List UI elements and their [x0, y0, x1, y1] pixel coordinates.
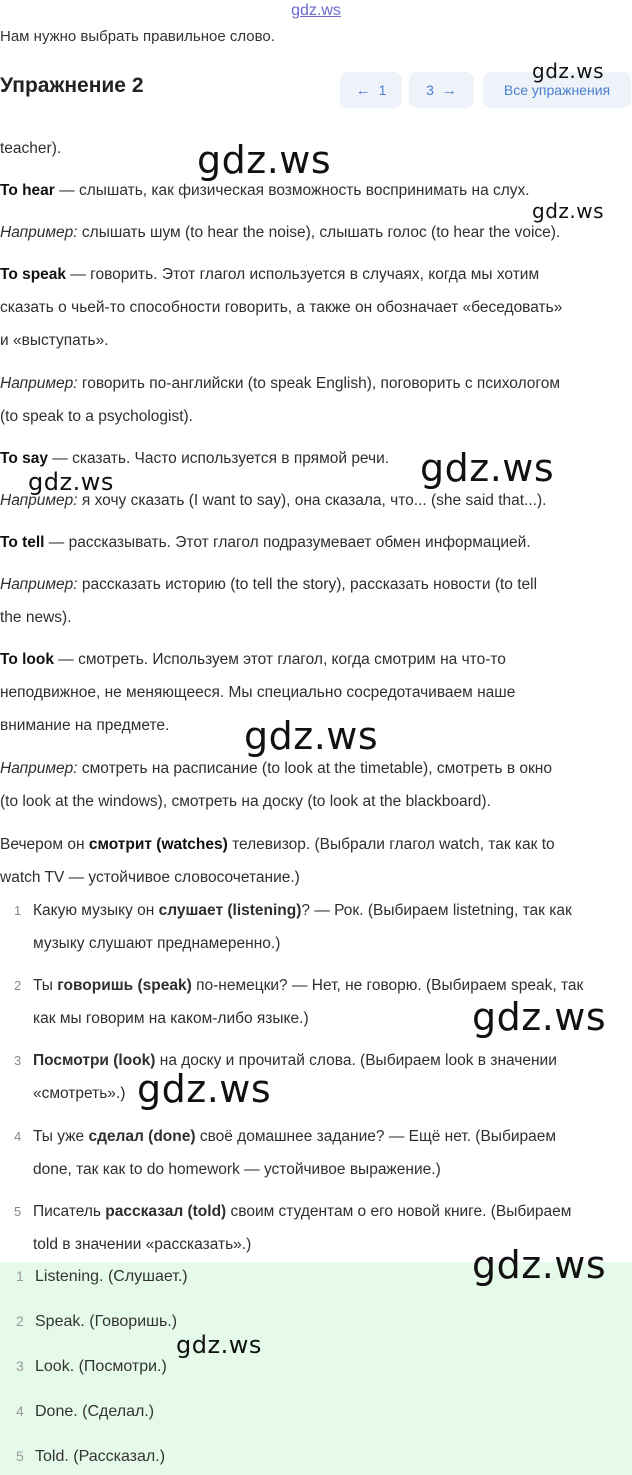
- example-to-look: [0, 752, 632, 818]
- watermark: gdz.ws: [472, 1243, 607, 1287]
- watermark: gdz.ws: [472, 995, 607, 1039]
- sentence-text: Ты уже: [33, 1128, 89, 1145]
- exercise-title: Упражнение 2: [0, 74, 144, 97]
- item-number: 2: [14, 978, 22, 993]
- definition-text: внимание на предмете.: [0, 717, 170, 734]
- example-text: слышать шум (to hear the noise), слышать голос (to hear the voice).: [77, 224, 561, 241]
- definition-text: — говорить. Этот глагол используется в случаях, когда мы хотим: [66, 266, 540, 283]
- example-text: я хочу сказать (I want to say), она сказала, что... (she said that...).: [77, 492, 547, 509]
- example-text: смотреть на расписание (to look at the timetable), смотреть в окно: [77, 760, 552, 777]
- answer-highlight: слушает (listening): [158, 902, 302, 919]
- explanation-item: [0, 894, 632, 964]
- sentence-text: на доску и прочитай слова. (Выбираем look в значении: [155, 1052, 557, 1069]
- answer-highlight: Посмотри (look): [33, 1052, 156, 1069]
- term-to-say: To say: [0, 450, 48, 467]
- item-number: 4: [14, 1129, 22, 1144]
- sentence-text: watch TV — устойчивое словосочетание.): [0, 869, 300, 886]
- definition-text: и «выступать».: [0, 332, 109, 349]
- watermark: gdz.ws: [137, 1067, 272, 1111]
- next-exercise-label: 3: [426, 82, 434, 98]
- example-text: (to look at the windows), смотреть на доску (to look at the blackboard).: [0, 793, 491, 810]
- answer-highlight: говоришь (speak): [57, 977, 192, 994]
- all-exercises-label: Все упражнения: [503, 82, 611, 98]
- sentence-text: Писатель: [33, 1203, 106, 1220]
- item-number: 5: [16, 1448, 24, 1464]
- example-label: Например:: [0, 375, 78, 392]
- answers-block: [0, 1262, 632, 1475]
- sentence-text: своим студентам о его новой книге. (Выбираем: [226, 1203, 572, 1220]
- example-text: рассказать историю (to tell the story), рассказать новости (to tell: [77, 576, 538, 593]
- sentence-text: «смотреть».): [33, 1085, 126, 1102]
- example-label: Например:: [0, 224, 78, 241]
- sentence-text: ? — Рок. (Выбираем listetning, так как: [301, 902, 572, 919]
- item-number: 2: [16, 1313, 24, 1329]
- definition-text: — слышать, как физическая возможность воспринимать на слух.: [54, 182, 530, 199]
- watermark: gdz.ws: [420, 446, 555, 490]
- item-number: 3: [14, 1053, 22, 1068]
- example-to-speak: [0, 367, 632, 433]
- example-text: (to speak to a psychologist).: [0, 408, 193, 425]
- answer-highlight: смотрит (watches): [88, 836, 228, 853]
- sentence-text: как мы говорим на каком-либо языке.): [33, 1010, 309, 1027]
- watermark: gdz.ws: [532, 59, 605, 83]
- definition-text: сказать о чьей-то способности говорить, а также он обозначает «беседовать»: [0, 299, 563, 316]
- term-to-look: To look: [0, 651, 54, 668]
- paragraph-to-speak: [0, 258, 632, 357]
- example-label: Например:: [0, 576, 78, 593]
- example-to-tell: [0, 568, 632, 634]
- definition-text: — смотреть. Используем этот глагол, когда смотрим на что-то: [53, 651, 506, 668]
- paragraph-to-tell: [0, 526, 632, 559]
- sentence-text: done, так как to do homework — устойчивое выражение.): [33, 1161, 441, 1178]
- term-to-tell: To tell: [0, 534, 45, 551]
- example-sentence-watch: [0, 828, 632, 894]
- sentence-text: музыку слушают преднамеренно.): [33, 935, 281, 952]
- term-to-hear: To hear: [0, 182, 55, 199]
- explanation-item: [0, 1120, 632, 1190]
- definition-text: неподвижное, не меняющееся. Мы специально сосредотачиваем наше: [0, 684, 516, 701]
- top-watermark-link[interactable]: gdz.ws: [291, 2, 341, 19]
- sentence-text: Ты: [33, 977, 58, 994]
- answer-highlight: сделал (done): [88, 1128, 196, 1145]
- sentence-text: телевизор. (Выбрали глагол watch, так как to: [227, 836, 555, 853]
- watermark: gdz.ws: [197, 138, 332, 182]
- item-number: 1: [14, 903, 22, 918]
- item-number: 5: [14, 1204, 22, 1219]
- item-number: 1: [16, 1268, 24, 1284]
- watermark: gdz.ws: [532, 199, 605, 223]
- intro-text: Нам нужно выбрать правильное слово.: [0, 28, 275, 45]
- explanation-item: [0, 1044, 632, 1114]
- sentence-text: Какую музыку он: [33, 902, 159, 919]
- arrow-left-icon: ←: [355, 81, 371, 99]
- definition-text: — сказать. Часто используется в прямой речи.: [47, 450, 390, 467]
- sentence-text: told в значении «рассказать».): [33, 1236, 252, 1253]
- definition-text: — рассказывать. Этот глагол подразумевает обмен информацией.: [44, 534, 531, 551]
- example-label: Например:: [0, 492, 78, 509]
- answer-text: Listening. (Слушает.): [35, 1268, 188, 1285]
- prev-exercise-button[interactable]: [340, 72, 402, 108]
- answer-text: Look. (Посмотри.): [35, 1358, 167, 1375]
- next-exercise-button[interactable]: [409, 72, 474, 108]
- watermark: gdz.ws: [244, 714, 379, 758]
- arrow-right-icon: →: [441, 81, 457, 99]
- example-text: говорить по-английски (to speak English), поговорить с психологом: [77, 375, 561, 392]
- term-to-speak: To speak: [0, 266, 67, 283]
- watermark: gdz.ws: [176, 1331, 262, 1359]
- answer-highlight: рассказал (told): [105, 1203, 227, 1220]
- sentence-text: по-немецки? — Нет, не говорю. (Выбираем speak, так: [191, 977, 584, 994]
- example-label: Например:: [0, 760, 78, 777]
- item-number: 3: [16, 1358, 24, 1374]
- item-number: 4: [16, 1403, 24, 1419]
- sentence-text: своё домашнее задание? — Ещё нет. (Выбираем: [195, 1128, 556, 1145]
- answer-text: Done. (Сделал.): [35, 1403, 155, 1420]
- answer-text: Speak. (Говоришь.): [35, 1313, 178, 1330]
- answer-text: Told. (Рассказал.): [35, 1448, 166, 1465]
- example-text: the news).: [0, 609, 72, 626]
- paragraph-continuation: teacher).: [0, 140, 62, 157]
- prev-exercise-label: 1: [378, 82, 387, 98]
- sentence-text: Вечером он: [0, 836, 89, 853]
- watermark: gdz.ws: [28, 468, 114, 496]
